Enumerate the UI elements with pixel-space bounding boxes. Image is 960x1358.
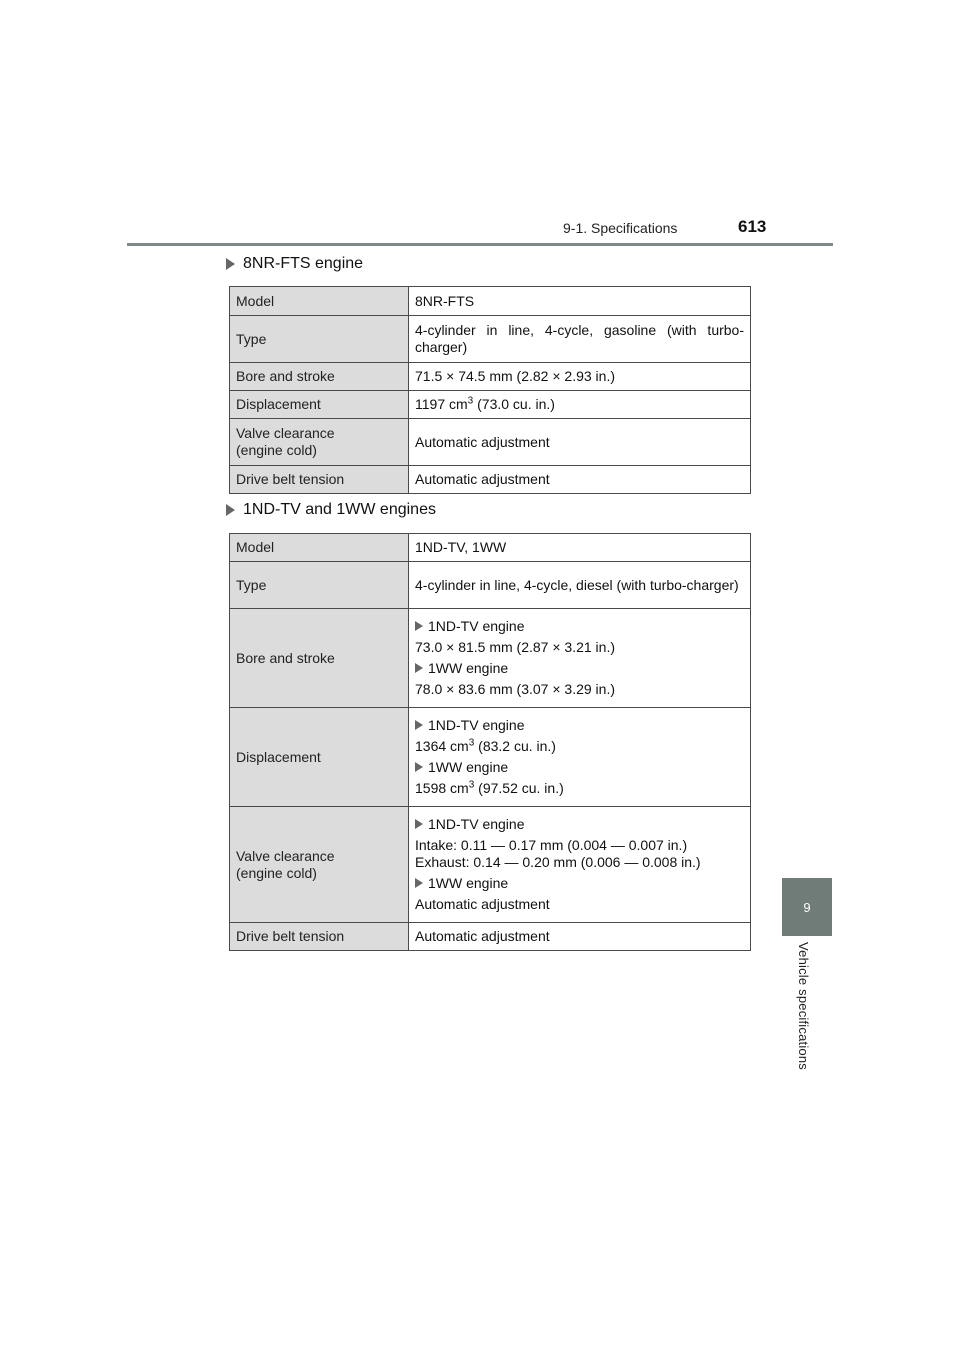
spec-table-8nr bbox=[229, 286, 751, 494]
sub-heading: 1WW engine bbox=[415, 759, 744, 776]
table-row bbox=[230, 708, 751, 807]
row-value: 8NR-FTS bbox=[409, 287, 751, 316]
sub-value: 78.0 × 83.6 mm (3.07 × 3.29 in.) bbox=[415, 681, 616, 697]
table-row bbox=[230, 609, 751, 708]
table-row bbox=[230, 923, 751, 951]
triangle-bullet-icon bbox=[415, 878, 423, 888]
row-value: 71.5 × 74.5 mm (2.82 × 2.93 in.) bbox=[409, 363, 751, 391]
table-row bbox=[230, 807, 751, 923]
row-label: Bore and stroke bbox=[230, 609, 409, 708]
row-value: Automatic adjustment bbox=[409, 466, 751, 494]
spec-table-1nd-1ww bbox=[229, 533, 751, 951]
engine-heading-text: 8NR-FTS engine bbox=[243, 255, 364, 272]
row-value bbox=[409, 708, 751, 807]
sub-value: Intake: 0.11 — 0.17 mm (0.004 — 0.007 in.) bbox=[415, 837, 688, 853]
label-line: Valve clearance bbox=[236, 425, 335, 441]
chapter-number: 9 bbox=[803, 899, 811, 915]
sub-value: 1364 $cm^3$ (83.2 cu. in.) bbox=[415, 737, 556, 754]
sub-value: Automatic adjustment bbox=[415, 896, 550, 912]
triangle-bullet-icon bbox=[415, 819, 423, 829]
row-label: Drive belt tension bbox=[230, 466, 409, 494]
superscript: 3 bbox=[467, 395, 474, 407]
triangle-bullet-icon bbox=[415, 720, 423, 730]
table-row bbox=[230, 391, 751, 419]
row-value bbox=[409, 391, 751, 419]
header-divider bbox=[127, 243, 833, 246]
table-row bbox=[230, 419, 751, 466]
sub-heading: 1ND-TV engine bbox=[415, 618, 744, 635]
table-row bbox=[230, 562, 751, 609]
sub-value: Exhaust: 0.14 — 0.20 mm (0.006 — 0.008 in.) bbox=[415, 854, 701, 870]
label-line: (engine cold) bbox=[236, 442, 317, 458]
row-value bbox=[409, 807, 751, 923]
row-value: 4-cylinder in line, 4-cycle, diesel (with turbo-charger) bbox=[409, 562, 751, 609]
table-row bbox=[230, 316, 751, 363]
row-value: Automatic adjustment bbox=[409, 923, 751, 951]
row-label: Displacement bbox=[230, 708, 409, 807]
row-label: Displacement bbox=[230, 391, 409, 419]
value-text: (73.0 cu. in.) bbox=[473, 396, 555, 412]
triangle-bullet-icon bbox=[415, 663, 423, 673]
value-text: 1197 cm bbox=[415, 396, 468, 412]
row-label: Bore and stroke bbox=[230, 363, 409, 391]
sub-heading: 1WW engine bbox=[415, 660, 744, 677]
table-row bbox=[230, 363, 751, 391]
chapter-tab bbox=[782, 878, 832, 936]
section-title: 9-1. Specifications bbox=[563, 220, 678, 236]
row-label: Model bbox=[230, 534, 409, 562]
row-label: Model bbox=[230, 287, 409, 316]
row-value: Automatic adjustment bbox=[409, 419, 751, 466]
table-row bbox=[230, 287, 751, 316]
triangle-bullet-icon bbox=[226, 258, 235, 270]
label-line: Valve clearance bbox=[236, 847, 335, 864]
sub-heading: 1WW engine bbox=[415, 875, 744, 892]
row-label: Type bbox=[230, 316, 409, 363]
triangle-bullet-icon bbox=[415, 621, 423, 631]
label-line: (engine cold) bbox=[236, 864, 317, 881]
engine-heading-8nr bbox=[226, 255, 363, 273]
row-label bbox=[230, 419, 409, 466]
table-row bbox=[230, 534, 751, 562]
engine-heading-1nd-1ww bbox=[226, 501, 436, 519]
table-row bbox=[230, 466, 751, 494]
row-value: 1ND-TV, 1WW bbox=[409, 534, 751, 562]
chapter-title: Vehicle specifications bbox=[796, 942, 811, 1070]
row-value bbox=[409, 609, 751, 708]
row-value: 4-cylinder in line, 4-cycle, gasoline (with turbo-charger) bbox=[409, 316, 751, 363]
sub-value: 73.0 × 81.5 mm (2.87 × 3.21 in.) bbox=[415, 639, 616, 655]
sub-value: 1598 $cm^3$ (97.52 cu. in.) bbox=[415, 779, 564, 796]
row-label bbox=[230, 807, 409, 923]
row-label: Drive belt tension bbox=[230, 923, 409, 951]
row-label: Type bbox=[230, 562, 409, 609]
triangle-bullet-icon bbox=[415, 762, 423, 772]
page-number: 613 bbox=[738, 217, 767, 236]
engine-heading-text: 1ND-TV and 1WW engines bbox=[243, 501, 436, 518]
sub-heading: 1ND-TV engine bbox=[415, 717, 744, 734]
sub-heading: 1ND-TV engine bbox=[415, 816, 744, 833]
triangle-bullet-icon bbox=[226, 504, 235, 516]
